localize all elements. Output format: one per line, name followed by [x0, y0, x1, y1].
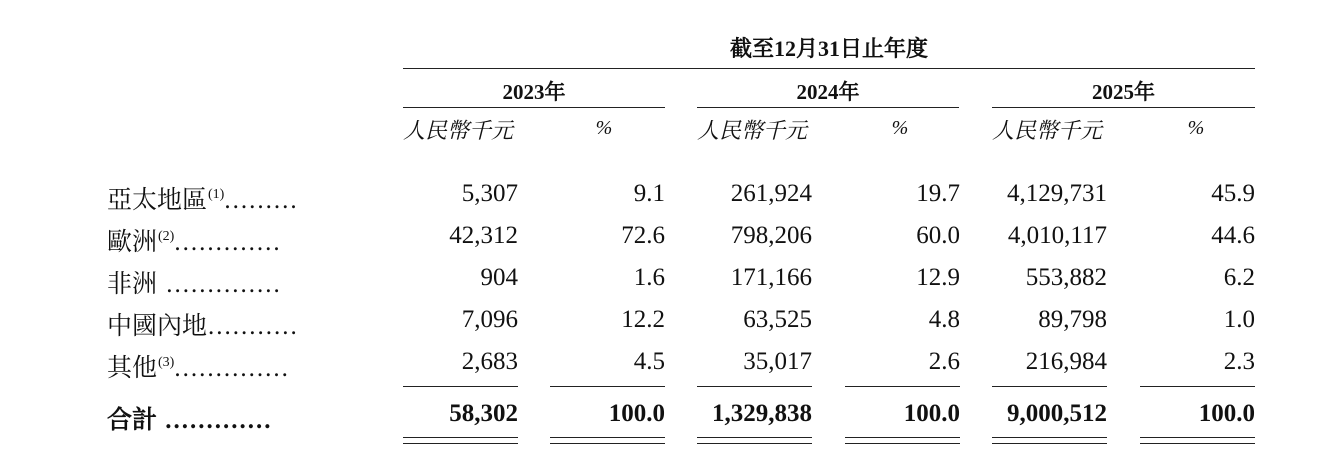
- cell-amount-2024: 261,924: [730, 180, 812, 207]
- unit-header-2025: 人民幣千元: [992, 118, 1103, 143]
- total-double-rule-amount-2023-upper: [403, 437, 518, 438]
- total-pct-2024: 100.0: [903, 400, 960, 427]
- unit-header-2024: 人民幣千元: [697, 118, 808, 143]
- leader-dots: .........: [224, 187, 299, 214]
- total-double-rule-amount-2023-lower: [403, 443, 518, 444]
- cell-pct-2025: 45.9: [1211, 180, 1255, 207]
- cell-pct-2024: 2.6: [928, 348, 960, 375]
- region-name: 其他: [107, 355, 158, 382]
- footnote-marker: (2): [158, 229, 175, 244]
- cell-pct-2023: 1.6: [633, 264, 665, 291]
- year-header-2025: 2025年: [1092, 80, 1155, 104]
- total-double-rule-pct-2024-upper: [845, 437, 960, 438]
- region-name: 中國內地: [107, 313, 208, 340]
- cell-amount-2024: 171,166: [730, 264, 812, 291]
- total-amount-2024: 1,329,838: [712, 400, 812, 427]
- region-name: 非洲: [107, 271, 158, 298]
- pct-header-2025: %: [1187, 117, 1205, 139]
- cell-amount-2024: 798,206: [730, 222, 812, 249]
- period-header-rule: [403, 68, 1255, 69]
- cell-amount-2024: 63,525: [743, 306, 812, 333]
- year-rule-2025: [992, 107, 1255, 108]
- subtotal-rule-2024-amount: [697, 386, 812, 387]
- leader-dots: ..............: [174, 355, 290, 382]
- cell-amount-2023: 5,307: [461, 180, 518, 207]
- cell-pct-2023: 72.6: [621, 222, 665, 249]
- cell-amount-2025: 553,882: [1025, 264, 1107, 291]
- pct-header-2024: %: [891, 117, 909, 139]
- row-label: [107, 264, 282, 300]
- cell-amount-2023: 7,096: [461, 306, 518, 333]
- cell-pct-2024: 19.7: [916, 180, 960, 207]
- cell-pct-2024: 12.9: [916, 264, 960, 291]
- leader-dots: .............: [174, 229, 282, 256]
- total-double-rule-amount-2025-lower: [992, 443, 1107, 444]
- cell-amount-2024: 35,017: [743, 348, 812, 375]
- row-label: [107, 348, 290, 384]
- cell-amount-2023: 42,312: [449, 222, 518, 249]
- cell-amount-2025: 216,984: [1025, 348, 1107, 375]
- row-label: [107, 222, 282, 258]
- year-header-2023: 2023年: [502, 80, 566, 104]
- leader-dots: ..............: [158, 271, 282, 298]
- total-double-rule-amount-2025-upper: [992, 437, 1107, 438]
- cell-pct-2023: 9.1: [633, 180, 665, 207]
- year-header-2024: 2024年: [796, 80, 860, 104]
- unit-header-2023: 人民幣千元: [403, 118, 514, 143]
- footnote-marker: (1): [208, 187, 225, 202]
- subtotal-rule-2023-pct: [550, 386, 665, 387]
- cell-pct-2025: 44.6: [1211, 222, 1255, 249]
- cell-pct-2024: 60.0: [916, 222, 960, 249]
- total-double-rule-pct-2025-upper: [1140, 437, 1255, 438]
- cell-amount-2025: 89,798: [1038, 306, 1107, 333]
- subtotal-rule-2025-pct: [1140, 386, 1255, 387]
- cell-amount-2025: 4,010,117: [1007, 222, 1107, 249]
- total-double-rule-pct-2023-upper: [550, 437, 665, 438]
- footnote-marker: (3): [158, 355, 175, 370]
- total-double-rule-amount-2024-lower: [697, 443, 812, 444]
- row-label: [107, 306, 299, 342]
- total-pct-2025: 100.0: [1198, 400, 1255, 427]
- total-pct-2023: 100.0: [608, 400, 665, 427]
- total-amount-2025: 9,000,512: [1007, 400, 1107, 427]
- total-double-rule-pct-2025-lower: [1140, 443, 1255, 444]
- cell-pct-2023: 12.2: [621, 306, 665, 333]
- year-rule-2023: [403, 107, 665, 108]
- total-double-rule-pct-2024-lower: [845, 443, 960, 444]
- cell-pct-2023: 4.5: [633, 348, 665, 375]
- cell-pct-2025: 2.3: [1223, 348, 1255, 375]
- pct-header-2023: %: [595, 117, 613, 139]
- total-double-rule-pct-2023-lower: [550, 443, 665, 444]
- region-name: 歐洲: [107, 229, 158, 256]
- cell-pct-2025: 6.2: [1223, 264, 1255, 291]
- subtotal-rule-2025-amount: [992, 386, 1107, 387]
- total-label: 合計 .............: [107, 407, 273, 434]
- row-label: [107, 180, 299, 216]
- cell-amount-2023: 904: [480, 264, 518, 291]
- total-double-rule-amount-2024-upper: [697, 437, 812, 438]
- period-header: 截至12月31日止年度: [729, 36, 928, 61]
- cell-amount-2025: 4,129,731: [1007, 180, 1107, 207]
- cell-amount-2023: 2,683: [461, 348, 518, 375]
- cell-pct-2025: 1.0: [1223, 306, 1255, 333]
- leader-dots: ...........: [208, 313, 299, 340]
- total-amount-2023: 58,302: [449, 400, 518, 427]
- region-name: 亞太地區: [107, 187, 208, 214]
- cell-pct-2024: 4.8: [928, 306, 960, 333]
- subtotal-rule-2023-amount: [403, 386, 518, 387]
- year-rule-2024: [697, 107, 959, 108]
- subtotal-rule-2024-pct: [845, 386, 960, 387]
